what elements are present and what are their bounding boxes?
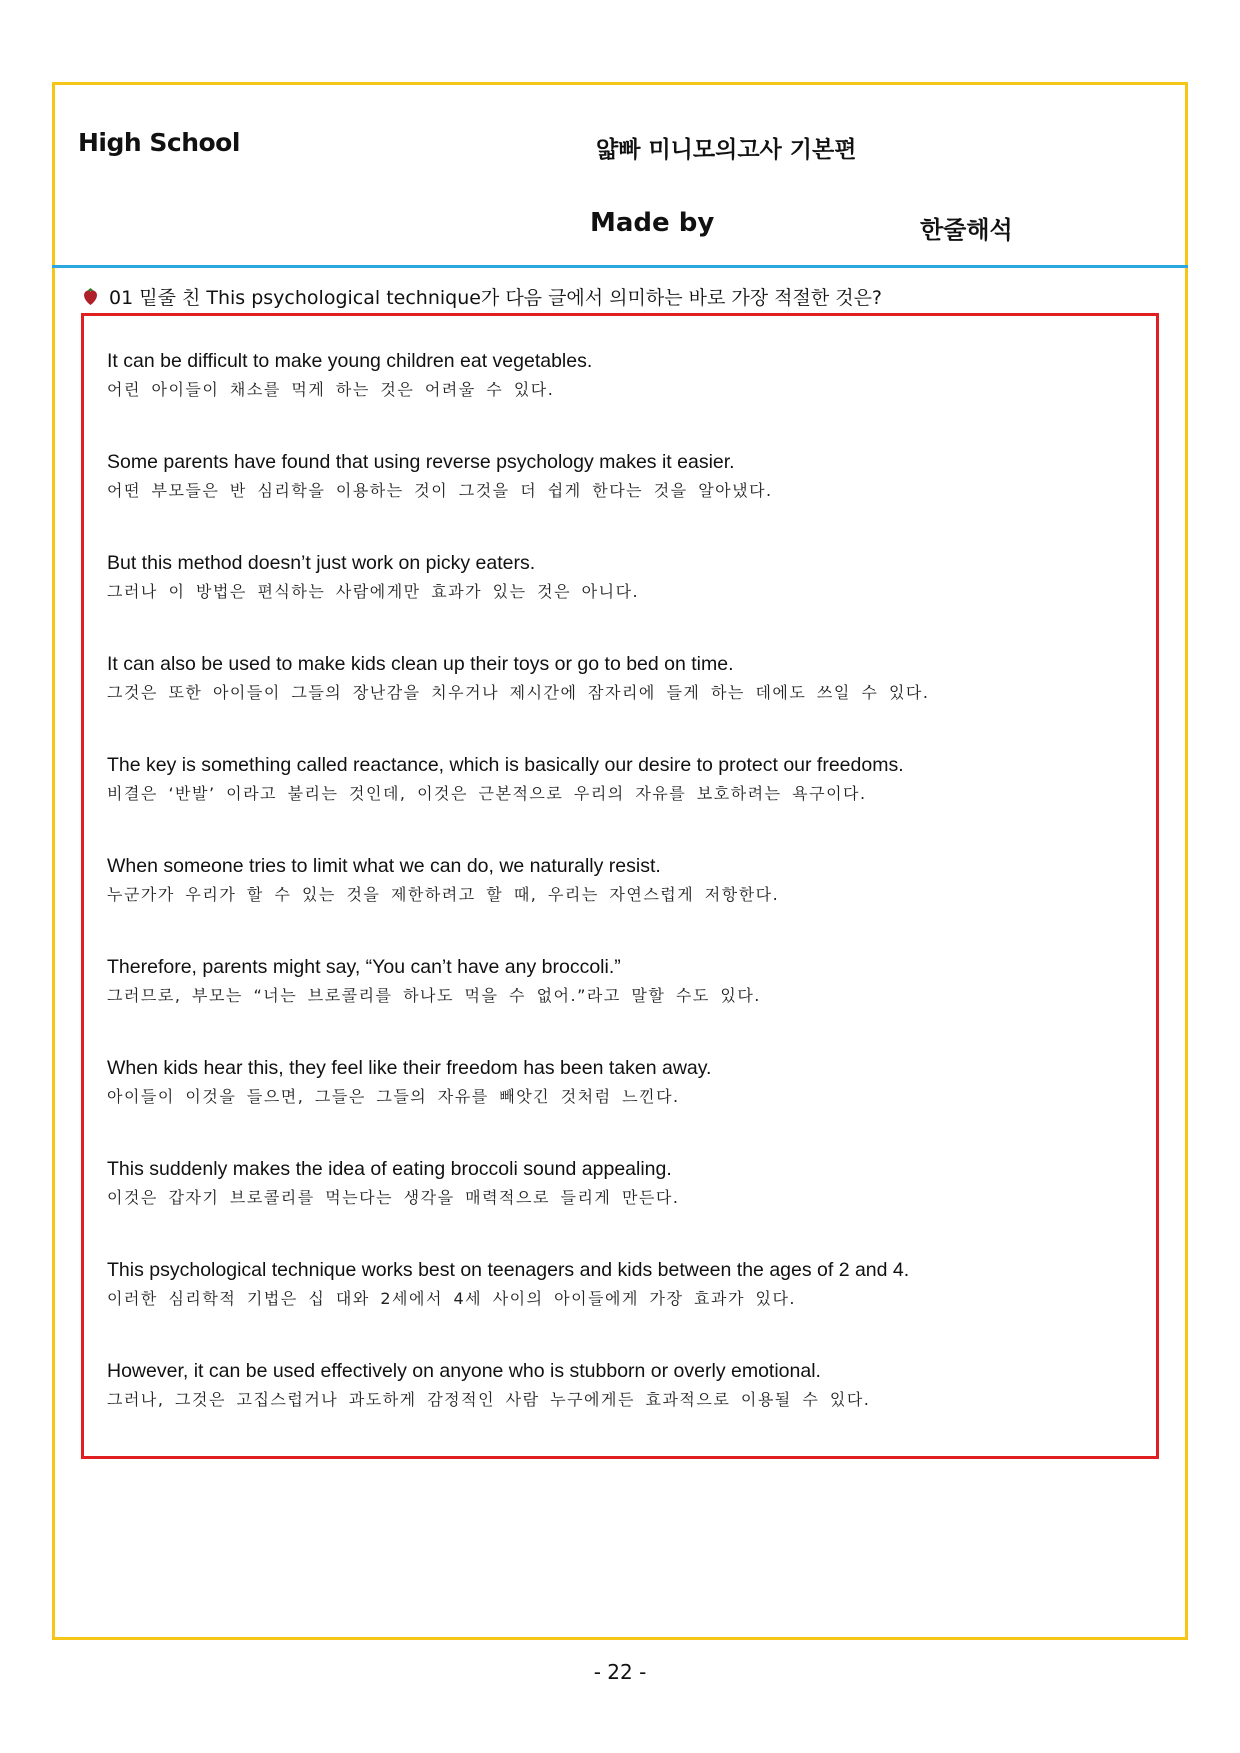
document-title: 얇빠 미니모의고사 기본편 (596, 137, 857, 163)
korean-translation: 그러므로, 부모는 “너는 브로콜리를 하나도 먹을 수 없어.”라고 말할 수도 있다. (107, 986, 761, 1005)
passage-sentences (107, 346, 1147, 1457)
english-sentence: Therefore, parents might say, “You can’t have any broccoli.” (107, 956, 621, 978)
sentence-pair (107, 346, 1147, 447)
english-sentence: When someone tries to limit what we can do, we naturally resist. (107, 855, 661, 877)
sentence-pair (107, 1053, 1147, 1154)
korean-translation: 어떤 부모들은 반 심리학을 이용하는 것이 그것을 더 쉽게 한다는 것을 알아냈다. (107, 481, 773, 500)
sentence-pair (107, 952, 1147, 1053)
sentence-pair (107, 851, 1147, 952)
sentence-pair (107, 548, 1147, 649)
english-sentence: Some parents have found that using reverse psychology makes it easier. (107, 451, 735, 473)
strawberry-bullet-icon (82, 287, 99, 306)
korean-translation: 이러한 심리학적 기법은 십 대와 2세에서 4세 사이의 아이들에게 가장 효과가 있다. (107, 1289, 796, 1308)
english-sentence: The key is something called reactance, which is basically our desire to protect our freedoms. (107, 754, 904, 776)
page-number: - 22 - (593, 1660, 647, 1684)
sentence-pair (107, 1255, 1147, 1356)
korean-translation: 어린 아이들이 채소를 먹게 하는 것은 어려울 수 있다. (107, 380, 555, 399)
sentence-pair (107, 649, 1147, 750)
english-sentence: It can be difficult to make young children eat vegetables. (107, 350, 593, 372)
korean-translation: 그러나 이 방법은 편식하는 사람에게만 효과가 있는 것은 아니다. (107, 582, 640, 601)
sentence-pair (107, 750, 1147, 851)
korean-translation: 그것은 또한 아이들이 그들의 장난감을 치우거나 제시간에 잠자리에 들게 하는 데에도 쓰일 수 있다. (107, 683, 930, 702)
sentence-pair (107, 1356, 1147, 1457)
header-divider (52, 265, 1188, 268)
english-sentence: However, it can be used effectively on anyone who is stubborn or overly emotional. (107, 1360, 821, 1382)
korean-translation: 아이들이 이것을 들으면, 그들은 그들의 자유를 빼앗긴 것처럼 느낀다. (107, 1087, 680, 1106)
question-text: 01 밑줄 친 This psychological technique가 다음 글에서 의미하는 바로 가장 적절한 것은? (109, 287, 883, 309)
english-sentence: But this method doesn’t just work on picky eaters. (107, 552, 536, 574)
korean-translation: 누군가가 우리가 할 수 있는 것을 제한하려고 할 때, 우리는 자연스럽게 저항한다. (107, 885, 780, 904)
english-sentence: When kids hear this, they feel like their freedom has been taken away. (107, 1057, 712, 1079)
sentence-pair (107, 447, 1147, 548)
english-sentence: This suddenly makes the idea of eating broccoli sound appealing. (107, 1158, 672, 1180)
made-by-label: Made by (590, 208, 715, 238)
korean-translation: 이것은 갑자기 브로콜리를 먹는다는 생각을 매력적으로 들리게 만든다. (107, 1188, 680, 1207)
english-sentence: It can also be used to make kids clean up their toys or go to bed on time. (107, 653, 734, 675)
korean-translation: 비결은 ‘반발’ 이라고 불리는 것인데, 이것은 근본적으로 우리의 자유를 보호하려는 욕구이다. (107, 784, 867, 803)
sentence-pair (107, 1154, 1147, 1255)
english-sentence: This psychological technique works best on teenagers and kids between the ages of 2 and 4. (107, 1259, 910, 1281)
author-name: 한줄해석 (920, 216, 1013, 244)
korean-translation: 그러나, 그것은 고집스럽거나 과도하게 감정적인 사람 누구에게든 효과적으로 이용될 수 있다. (107, 1390, 871, 1409)
level-label: High School (78, 128, 240, 157)
question-prompt (82, 283, 882, 310)
